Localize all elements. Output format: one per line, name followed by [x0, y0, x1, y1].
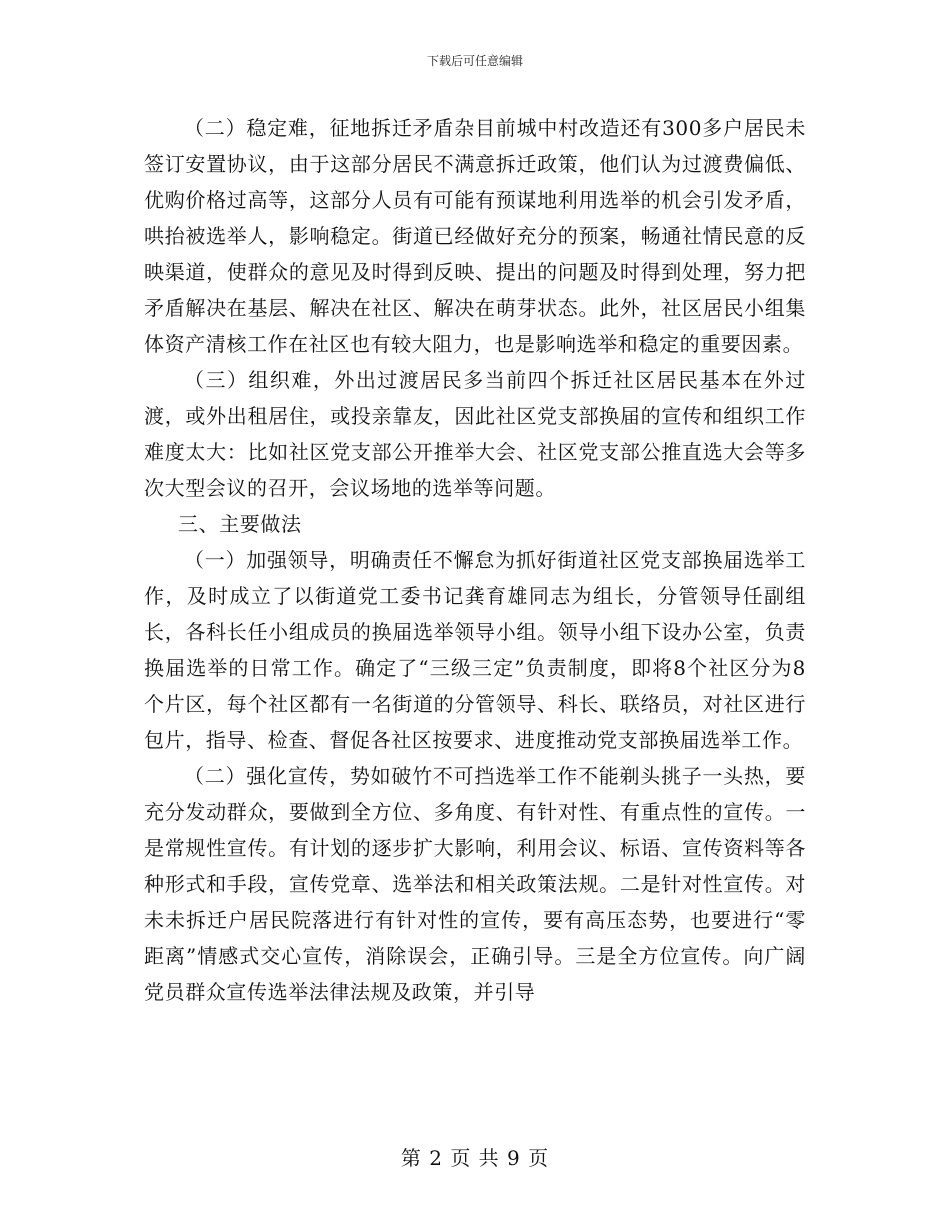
paragraph-organization: （三）组织难，外出过渡居民多当前四个拆迁社区居民基本在外过渡，或外出租居住，或投亲靠友，因此社区党支部换届的宣传和组织工作难度太大：比如社区党支部公开推举大会、社区党支部公推直选大会等多次大型会议的召开，会议场地的选举等问题。 [144, 368, 806, 500]
document-body [144, 110, 806, 1010]
paragraph-publicity: （二）强化宣传，势如破竹不可挡选举工作不能剃头挑子一头热，要充分发动群众，要做到全方位、多角度、有针对性、有重点性的宣传。一是常规性宣传。有计划的逐步扩大影响，利用会议、标语、宣传资料等各种形式和手段，宣传党章、选举法和相关政策法规。二是针对性宣传。对未未拆迁户居民院落进行有针对性的宣传，要有高压态势，也要进行“零距离”情感式交心宣传，消除误会，正确引导。三是全方位宣传。向广阔党员群众宣传选举法律法规及政策，并引导 [144, 764, 806, 1004]
paragraph-leadership: （一）加强领导，明确责任不懈怠为抓好街道社区党支部换届选举工作，及时成立了以街道党工委书记龚育雄同志为组长，分管领导任副组长，各科长任小组成员的换届选举领导小组。领导小组下设办公室，负责换届选举的日常工作。确定了“三级三定”负责制度，即将8个社区分为8个片区，每个社区都有一名街道的分管领导、科长、联络员，对社区进行包片，指导、检查、督促各社区按要求、进度推动党支部换届选举工作。 [144, 548, 806, 752]
page-number: 第 2 页 共 9 页 [400, 1146, 550, 1170]
paragraph-stability: （二）稳定难，征地拆迁矛盾杂目前城中村改造还有300多户居民未签订安置协议，由于这部分居民不满意拆迁政策，他们认为过渡费偏低、优购价格过高等，这部分人员有可能有预谋地利用选举的机会引发矛盾，哄抬被选举人，影响稳定。街道已经做好充分的预案，畅通社情民意的反映渠道，使群众的意见及时得到反映、提出的问题及时得到处理，努力把矛盾解决在基层、解决在社区、解决在萌芽状态。此外，社区居民小组集体资产清核工作在社区也有较大阻力，也是影响选举和稳定的重要因素。 [144, 116, 806, 356]
section-heading-main-practices: 三、主要做法 [178, 512, 302, 536]
page-header: 下载后可任意编辑 [426, 54, 523, 68]
